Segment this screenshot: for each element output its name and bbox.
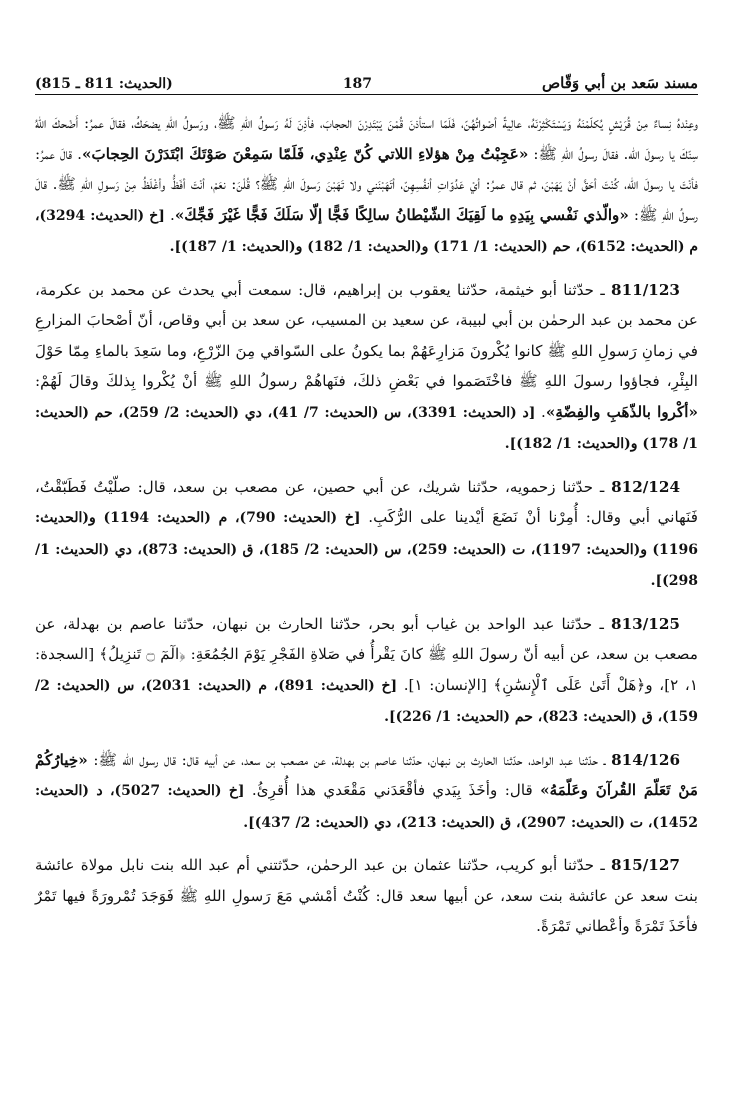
entry-text: ـ حدّثنا أبو خيثمة، حدّثنا يعقوب بن إبراهيم، قال: سمعت أبي يحدث عن محمد بن عكرمة، عن محمد بن عبد الرحمٰن بن أبي لبيبة، عن سعيد بن المسيب، عن سعد بن أبي وقاص، أنّ أصْحابَ المزارعِ في زمانِ رَسولِ اللهِ ﷺ كانوا يُكْرونَ مَزارِعَهُمْ بما يكونُ على السّواقي مِنَ الزّرْعِ، وما سَعِدَ بالماءِ مِمّا حَوْلَ البِئْرِ، فجاؤوا رسولَ اللهِ ﷺ فاخْتَصَموا في بَعْضِ ذلكَ، فنَهاهُمْ رسولُ اللهِ ﷺ أنْ يُكْروا بِذلكَ وقالَ لَهُمْ: — [35, 280, 698, 390]
page-content — [35, 108, 698, 954]
header-rule — [35, 94, 698, 95]
entry-text: ـ حدّثنا أبو كريب، حدّثنا عثمان بن عبد الرحمٰن، حدّثتني أم عبد الله بنت نابل مولاة عائشة بنت سعد عن عائشة بنت سعد، عن أبيها سعد قال: كُنْتُ أمْشي مَعَ رَسولِ اللهِ ﷺ فَوَجَدَ تُمْرورَةً فيها تَمْرٌ فأخَذَ تَمْرَةً وأعْطاني تَمْرَةً. — [35, 856, 698, 935]
hadith-range: (الحديث: 811 ـ 815) — [35, 76, 173, 92]
entry-quote: «عَجِبْتُ مِنْ هؤلاءِ اللاتي كُنّ عِنْدِي، فَلَمّا سَمِعْنَ صَوْتَكَ ابْتَدَرْنَ الحِجابَ» — [81, 144, 529, 163]
hadith-number: 812/124 — [611, 477, 681, 496]
entry-quote: «والّذي نَفْسي بِيَدِهِ ما لَقِيَكَ الشّيْطانُ سالِكًا فَجًّا إلّا سَلَكَ فَجًّا غَيْرَ فَجِّكَ» — [174, 205, 629, 224]
entry-citation: [خ (الحديث: 790)، م (الحديث: 1194) و(الحديث: 1196) و(الحديث: 1197)، ت (الحديث: 259)، س (الحديث: 2/ 185)، ق (الحديث: 873)، دي (الحديث: 1/ 298)]. — [35, 510, 699, 589]
entry-text: قال: وأخَذَ بِيَدي فأقْعَدَني مَقْعَدي هذا أُقرِئُ. — [251, 781, 533, 799]
hadith-number: 813/125 — [611, 614, 680, 633]
entry-citation: [خ (الحديث: 891)، م (الحديث: 2031)، س (الحديث: 2/ 159)، ق (الحديث: 823)، حم (الحديث: 1/ 226)]. — [35, 677, 698, 725]
hadith-number: 811/123 — [611, 280, 680, 299]
hadith-entry-813 — [35, 609, 698, 733]
entry-quote: «أكْروا بالذّهَبِ والفِضّةِ» — [545, 402, 698, 421]
hadith-entry-814 — [35, 745, 698, 839]
entry-citation: [خ (الحديث: 3294)، م (الحديث: 6152)، حم (الحديث: 1/ 171) و(الحديث: 1/ 182) و(الحديث: 1/ 187)]. — [35, 207, 698, 255]
page-header — [35, 62, 698, 92]
entry-text: . — [541, 402, 546, 421]
book-title: مسند سَعد بن أبي وَقّاص — [542, 74, 698, 92]
page-number: 187 — [342, 76, 373, 92]
hadith-entry-815 — [35, 850, 698, 942]
entry-text: ـ حدّثنا عبد الواحد، حدّثنا الحارث بن نبهان، حدّثنا عاصم بن بهدلة، عن مصعب بن سعد، عن أبيه قال: قال رسول الله ﷺ: — [93, 750, 606, 769]
entry-citation: [د (الحديث: 3391)، س (الحديث: 7/ 41)، دي (الحديث: 2/ 259)، حم (الحديث: 1/ 178) و(الحديث: 1/ 182)]. — [35, 404, 698, 452]
entry-text: ـ حدّثنا زحمويه، حدّثنا شريك، عن أبي حصين، عن مصعب بن سعد، قال: صلّيْتُ فَطَبّقْتُ، فَنَهاني أبي وقال: أُمِرْنا أنْ نَضَعَ أيْدينا على الرُّكَبِ. — [35, 477, 699, 526]
entry-citation: [خ (الحديث: 5027)، د (الحديث: 1452)، ت (الحديث: 2907)، ق (الحديث: 213)، دي (الحديث: 2/ 437)]. — [35, 783, 698, 831]
entry-text: . — [169, 205, 175, 224]
hadith-number: 815/127 — [611, 856, 680, 874]
entry-text: وعِنْدهُ نِساءٌ مِنْ قُرَيْشٍ يُكلّمْنَهُ وَيَسْتَكْثِرْنَهُ، عالِيةً أصْواتُهُنّ، فَلَمّا استأذنَ قُمْنَ يَبْتَدِرْنَ الحجابَ، فأذِنَ لَهُ رَسولُ اللهِ ﷺ، ورَسولُ اللهِ يضحَكُ، فقالَ عمرُ: أَضْحكَ اللهُ سِنّكَ يا رسولَ الله. فقالَ رسولُ اللهِ ﷺ: — [35, 114, 699, 163]
hadith-number: 814/126 — [611, 750, 681, 769]
entry-text: ـ حدّثنا عبد الواحد بن غياب أبو بحر، حدّثنا الحارث بن نبهان، حدّثنا عاصم بن بهدلة، عن مصعب بن سعد، عن أبيه أنّ رسولَ اللهِ ﷺ كانَ يَقْرأُ في صَلاةِ الفَجْرِ يَوْمَ الجُمُعَةِ: ﴿الٓمٓ ۝ تَنزِيلُ﴾ [السجدة: ١، ٢]، و﴿هَلْ أَتَىٰ عَلَى ٱلْإِنسَٰنِ﴾ [الإنسان: ١]. — [35, 614, 698, 694]
hadith-entry-811 — [35, 275, 698, 460]
entry-quote: «خِيارُكُمْ مَنْ تَعَلّمَ القُرآنَ وعَلّمَهُ» — [35, 750, 699, 799]
hadith-entry-812 — [35, 472, 698, 597]
hadith-entry-continued — [35, 108, 698, 263]
entry-text: . قالَ عمرُ: فأنْتَ يا رسولَ الله، كُنْتَ أحَقَّ أنْ يَهَبْنَ، ثم قال عمرُ: أيْ عَدُوّاتِ أنفُسِهِنّ، أتَهَبْنَني ولا تَهَبْنَ رَسولَ اللهِ ﷺ؟ قُلْنَ: نعَمْ، أنْتَ أفَظُّ وأغْلَظُ مِنْ رَسولِ اللهِ ﷺ. قالَ رسولُ اللهِ ﷺ: — [35, 144, 699, 224]
